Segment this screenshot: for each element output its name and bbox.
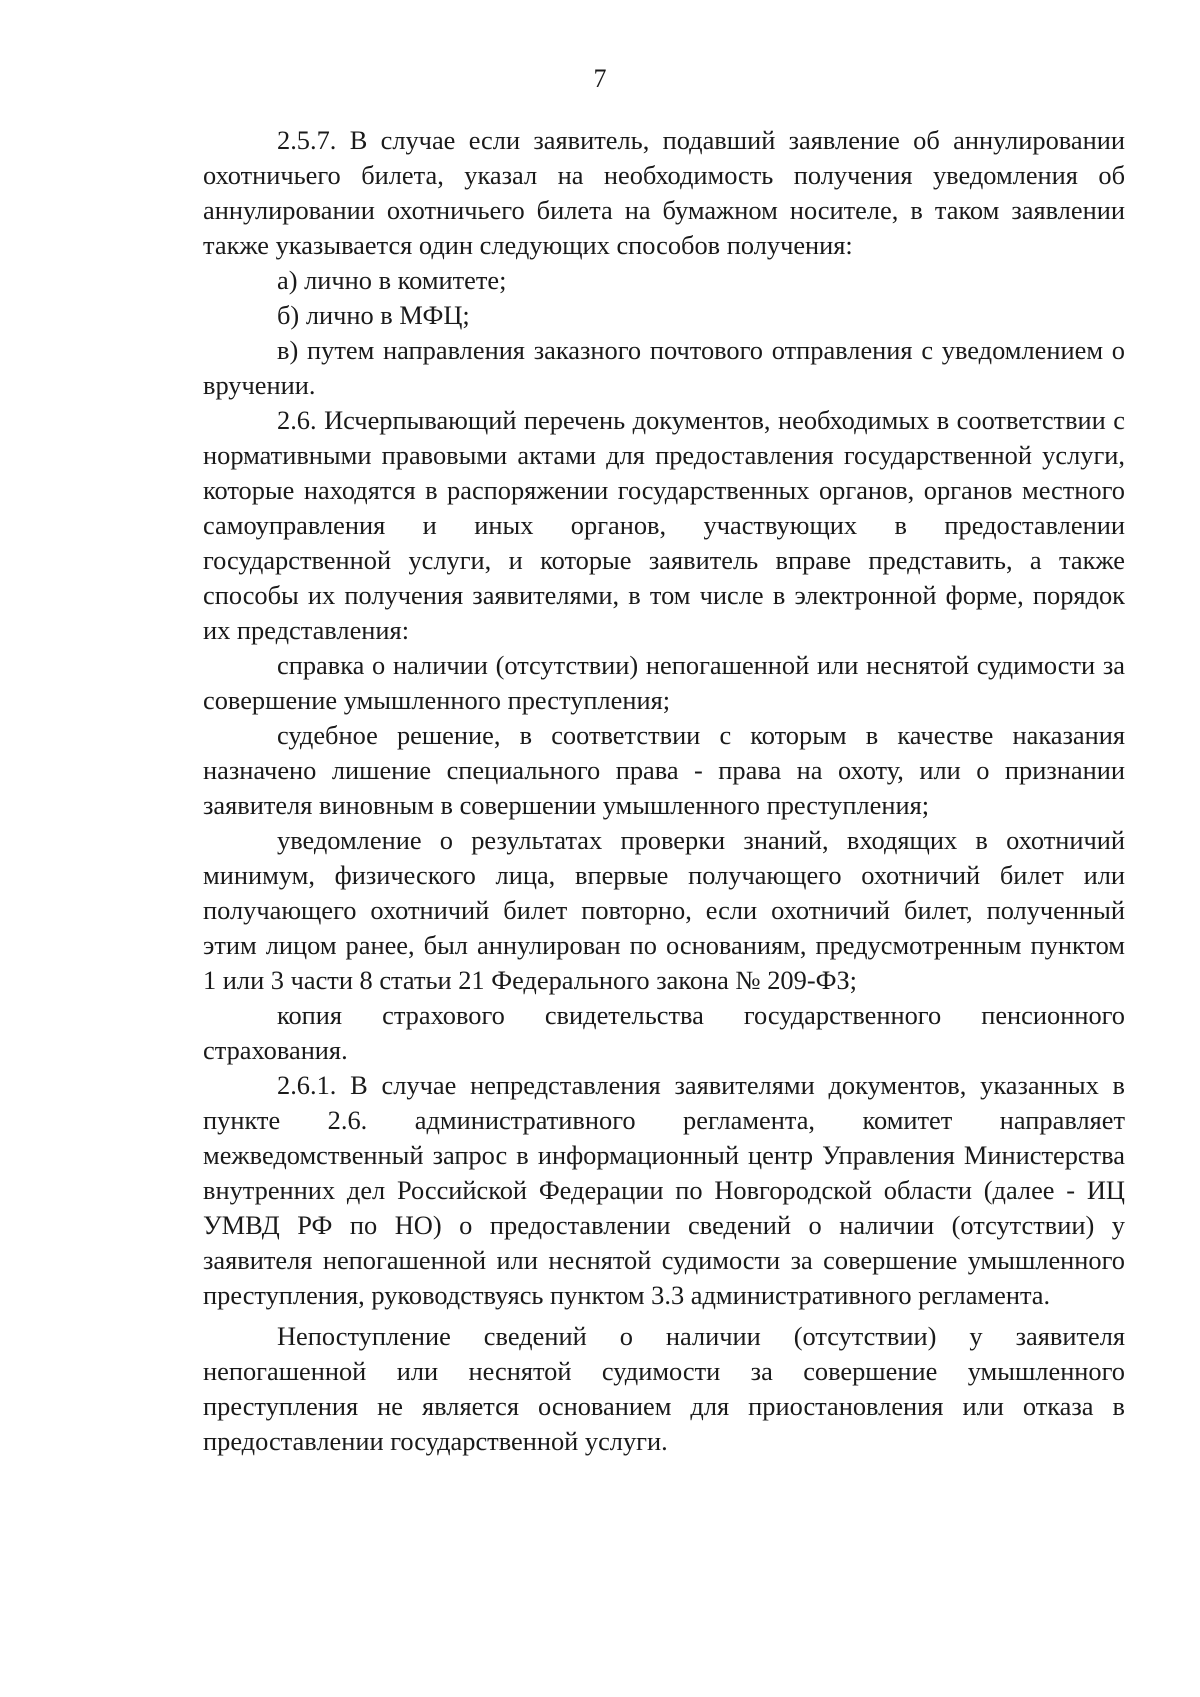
document-item-criminal-record-certificate: справка о наличии (отсутствии) непогашенной или неснятой судимости за совершение умышленного преступления;	[203, 650, 1125, 715]
document-item-court-decision: судебное решение, в соответствии с которым в качестве наказания назначено лишение специального права - права на охоту, или о признании заявителя виновным в совершении умышленного преступления;	[203, 720, 1125, 820]
page-number: 7	[593, 64, 607, 93]
list-item-b: б) лично в МФЦ;	[277, 300, 470, 330]
list-item-v: в) путем направления заказного почтового отправления с уведомлением о вручении.	[203, 335, 1125, 400]
list-item-a: а) лично в комитете;	[277, 265, 507, 295]
document-item-pension-insurance-copy: копия страхового свидетельства государственного пенсионного страхования.	[203, 1000, 1125, 1065]
document-item-knowledge-check-notice: уведомление о результатах проверки знаний, входящих в охотничий минимум, физического лица, впервые получающего охотничий билет или получающего охотничий билет повторно, если охотничий билет, полученный этим лицом ранее, был аннулирован по основаниям, предусмотренным пунктом 1 или 3 части 8 статьи 21 Федерального закона № 209-ФЗ;	[203, 825, 1125, 995]
document-body	[203, 123, 1125, 1459]
paragraph-2-6-1: 2.6.1. В случае непредставления заявителями документов, указанных в пункте 2.6. административного регламента, комитет направляет межведомственный запрос в информационный центр Управления Министерства внутренних дел Российской Федерации по Новгородской области (далее - ИЦ УМВД РФ по НО) о предоставлении сведений о наличии (отсутствии) у заявителя непогашенной или неснятой судимости за совершение умышленного преступления, руководствуясь пунктом 3.3 административного регламента.	[203, 1070, 1125, 1310]
paragraph-2-6: 2.6. Исчерпывающий перечень документов, необходимых в соответствии с нормативными правовыми актами для предоставления государственной услуги, которые находятся в распоряжении государственных органов, органов местного самоуправления и иных органов, участвующих в предоставлении государственной услуги, и которые заявитель вправе представить, а также способы их получения заявителями, в том числе в электронной форме, порядок их представления:	[203, 405, 1125, 645]
paragraph-2-5-7: 2.5.7. В случае если заявитель, подавший заявление об аннулировании охотничьего билета, указал на необходимость получения уведомления об аннулировании охотничьего билета на бумажном носителе, в таком заявлении также указывается один следующих способов получения:	[203, 125, 1125, 260]
paragraph-non-receipt: Непоступление сведений о наличии (отсутствии) у заявителя непогашенной или неснятой судимости за совершение умышленного преступления не является основанием для приостановления или отказа в предоставлении государственной услуги.	[203, 1321, 1125, 1456]
